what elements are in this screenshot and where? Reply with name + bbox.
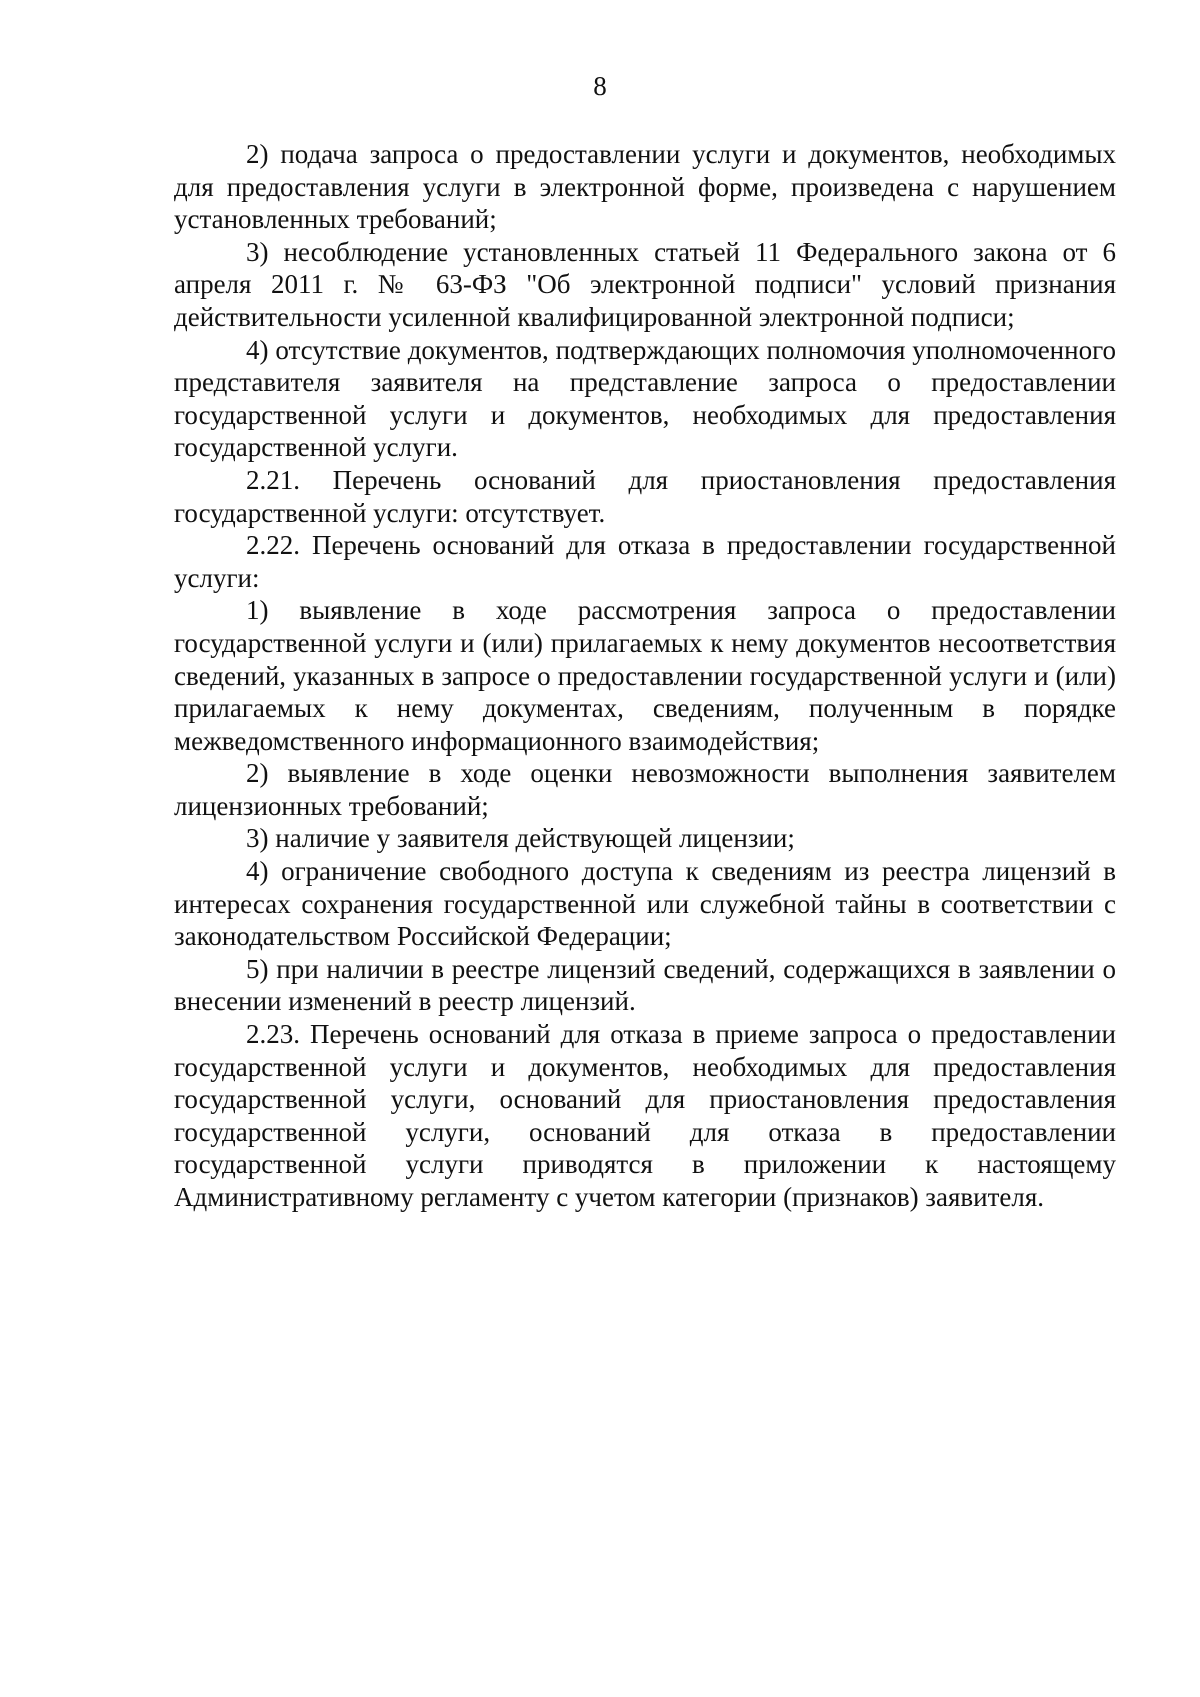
document-body <box>174 138 1116 1214</box>
paragraph-refusal-item-2: 2) выявление в ходе оценки невозможности выполнения заявителем лицензионных требований; <box>174 758 1116 821</box>
paragraph-refusal-item-5: 5) при наличии в реестре лицензий сведений, содержащихся в заявлении о внесении изменений в реестр лицензий. <box>174 953 1116 1017</box>
paragraph-item-4-missing-authority-docs: 4) отсутствие документов, подтверждающих полномочия уполномоченного представителя заявителя на представление запроса о предоставлении государственной услуги и документов, необходимых для предоставления государственной услуги. <box>174 334 1116 463</box>
page-number: 8 <box>593 71 607 101</box>
paragraph-section-2-22: 2.22. Перечень оснований для отказа в предоставлении государственной услуги: <box>174 530 1116 593</box>
paragraph-section-2-21: 2.21. Перечень оснований для приостановления предоставления государственной услуги: отсутствует. <box>174 464 1116 528</box>
paragraph-refusal-item-3: 3) наличие у заявителя действующей лицензии; <box>246 823 795 854</box>
paragraph-item-2-submission-violation: 2) подача запроса о предоставлении услуги и документов, необходимых для предоставления услуги в электронной форме, произведена с нарушением установленных требований; <box>174 139 1116 235</box>
paragraph-refusal-item-4: 4) ограничение свободного доступа к сведениям из реестра лицензий в интересах сохранения государственной или служебной тайны в соответствии с законодательством Российской Федерации; <box>174 856 1116 952</box>
paragraph-item-3-signature-noncompliance: 3) несоблюдение установленных статьей 11 Федерального закона от 6 апреля 2011 г. № 63-ФЗ "Об электронной подписи" условий признания действительности усиленной квалифицированной электронной подписи; <box>174 236 1116 332</box>
paragraph-section-2-23: 2.23. Перечень оснований для отказа в приеме запроса о предоставлении государственной услуги и документов, необходимых для предоставления государственной услуги, оснований для приостановления предоставления государственной услуги, оснований для отказа в предоставлении государственной услуги приводятся в приложении к настоящему Административному регламенту с учетом категории (признаков) заявителя. <box>174 1019 1116 1212</box>
paragraph-refusal-item-1: 1) выявление в ходе рассмотрения запроса о предоставлении государственной услуги и (или) прилагаемых к нему документов несоответствия сведений, указанных в запросе о предоставлении государственной услуги и (или) прилагаемых к нему документах, сведениям, полученным в порядке межведомственного информационного взаимодействия; <box>174 595 1116 756</box>
